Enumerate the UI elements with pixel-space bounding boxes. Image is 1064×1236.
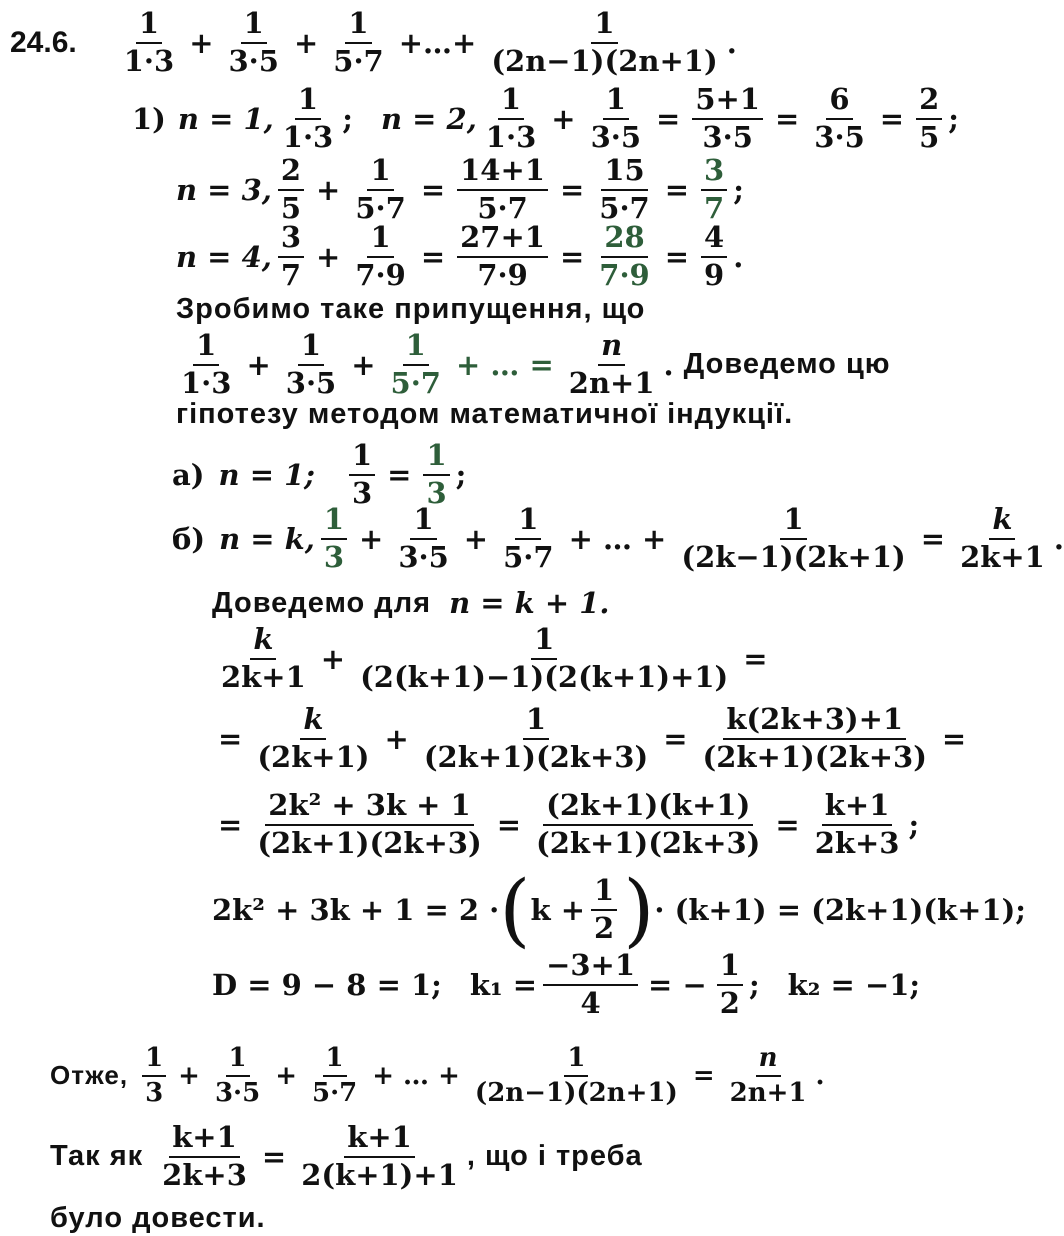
fraction: $\frac{1}{(2n-1)(2n+1)}$ xyxy=(491,6,718,78)
step1-line: 1) n = 1, 1 1·3 ; n = 2, 1 1·3 + $\frac{1}{3\cdot 5}$ = $\frac{5+1}{3\cdot 5}$ = $\frac{6}{3\cdot 5}$ = $\frac{2}{5}$ ; xyxy=(132,82,959,154)
end-text: було довести. xyxy=(50,1202,266,1234)
eq1-line: k 2k+1 + $\frac{1}{(2(k+1)-1)(2(k+1)+1)}$ = xyxy=(221,622,768,694)
condition: n = 2, xyxy=(380,101,477,136)
since-line: Так як $\frac{k+1}{2k+3}$ = $\frac{k+1}{2(k+1)+1}$ , що і треба xyxy=(50,1120,643,1192)
hypothesis-line: 1 1·3 + $\frac{1}{3\cdot 5}$ + $\frac{1}{5\cdot 7}$ + … = $\frac{n}{2n+1}$ . Доведемо цю xyxy=(181,328,891,400)
step-label: 1) xyxy=(132,101,166,136)
method-text: гіпотезу методом математичної індукції. xyxy=(176,398,794,430)
step-a-line: а) n = 1; $\frac{1}{3}$ = $\frac{1}{3}$ ; xyxy=(172,438,467,510)
assume-text: Зробимо таке припущення, що xyxy=(176,293,646,325)
eq2-line: = $\frac{k}{(2k+1)}$ + $\frac{1}{(2k+1)(2k+3)}$ = $\frac{k(2k+3)+1}{(2k+1)(2k+3)}$ = xyxy=(218,702,967,774)
discriminant-line: D = 9 − 8 = 1; k₁ = $\frac{-3+1}{4}$ = − $\frac{1}{2}$ ; k₂ = −1; xyxy=(212,948,921,1020)
n4-line: n = 4, 3 7 + $\frac{1}{7\cdot 9}$ = $\frac{27+1}{7\cdot 9}$ = $\frac{28}{7\cdot 9}$ = $\frac{4}{9}$ . xyxy=(176,220,744,292)
condition: n = 3, xyxy=(176,172,272,207)
prove-line: Доведемо для n = k + 1. xyxy=(212,586,610,620)
fraction: 1 1·3 xyxy=(123,6,175,78)
condition: n = 1, xyxy=(177,101,274,136)
eq3-line: = $\frac{\text{2k² + 3k + 1}}{(2k+1)(2k+3)}$ = $\frac{(2k+1)(k+1)}{(2k+1)(2k+3)}$ = $\frac{k+1}{2k+3}$ ; xyxy=(218,788,920,860)
problem-number: 24.6. xyxy=(10,25,77,59)
n3-line: n = 3, 2 5 + $\frac{1}{5\cdot 7}$ = $\frac{14+1}{5\cdot 7}$ = $\frac{15}{5\cdot 7}$ = $\frac{3}{7}$ ; xyxy=(176,153,744,225)
fraction: $\frac{1}{3\cdot 5}$ xyxy=(228,6,279,78)
fraction: $\frac{1}{5\cdot 7}$ xyxy=(333,6,384,78)
header-line: 24.6. 1 1·3 + $\frac{1}{3\cdot 5}$ + $\frac{1}{5\cdot 7}$ +…+ $\frac{1}{(2n-1)(2n+1)}$ . xyxy=(10,6,737,78)
hypothesis-after-text: Доведемо цю xyxy=(683,348,891,381)
step-b-line: б) n = k, 1 3 + $\frac{1}{3\cdot 5}$ + $\frac{1}{5\cdot 7}$ + … + $\frac{1}{(2k-1)(2k+1)}$ = $\frac{k}{2k+1}$ . xyxy=(172,502,1064,574)
factor-line: 2k² + 3k + 1 = 2 · ( k + $\frac{1}{2}$ ) · (k+1) = (2k+1)(k+1); xyxy=(212,863,1027,956)
condition: n = 4, xyxy=(176,239,272,274)
conclusion-line: Отже, 1 3 + $\frac{1}{3\cdot 5}$ + $\frac{1}{5\cdot 7}$ + … + $\frac{1}{(2n-1)(2n+1)}$ = $\frac{n}{2n+1}$ . xyxy=(50,1043,825,1108)
